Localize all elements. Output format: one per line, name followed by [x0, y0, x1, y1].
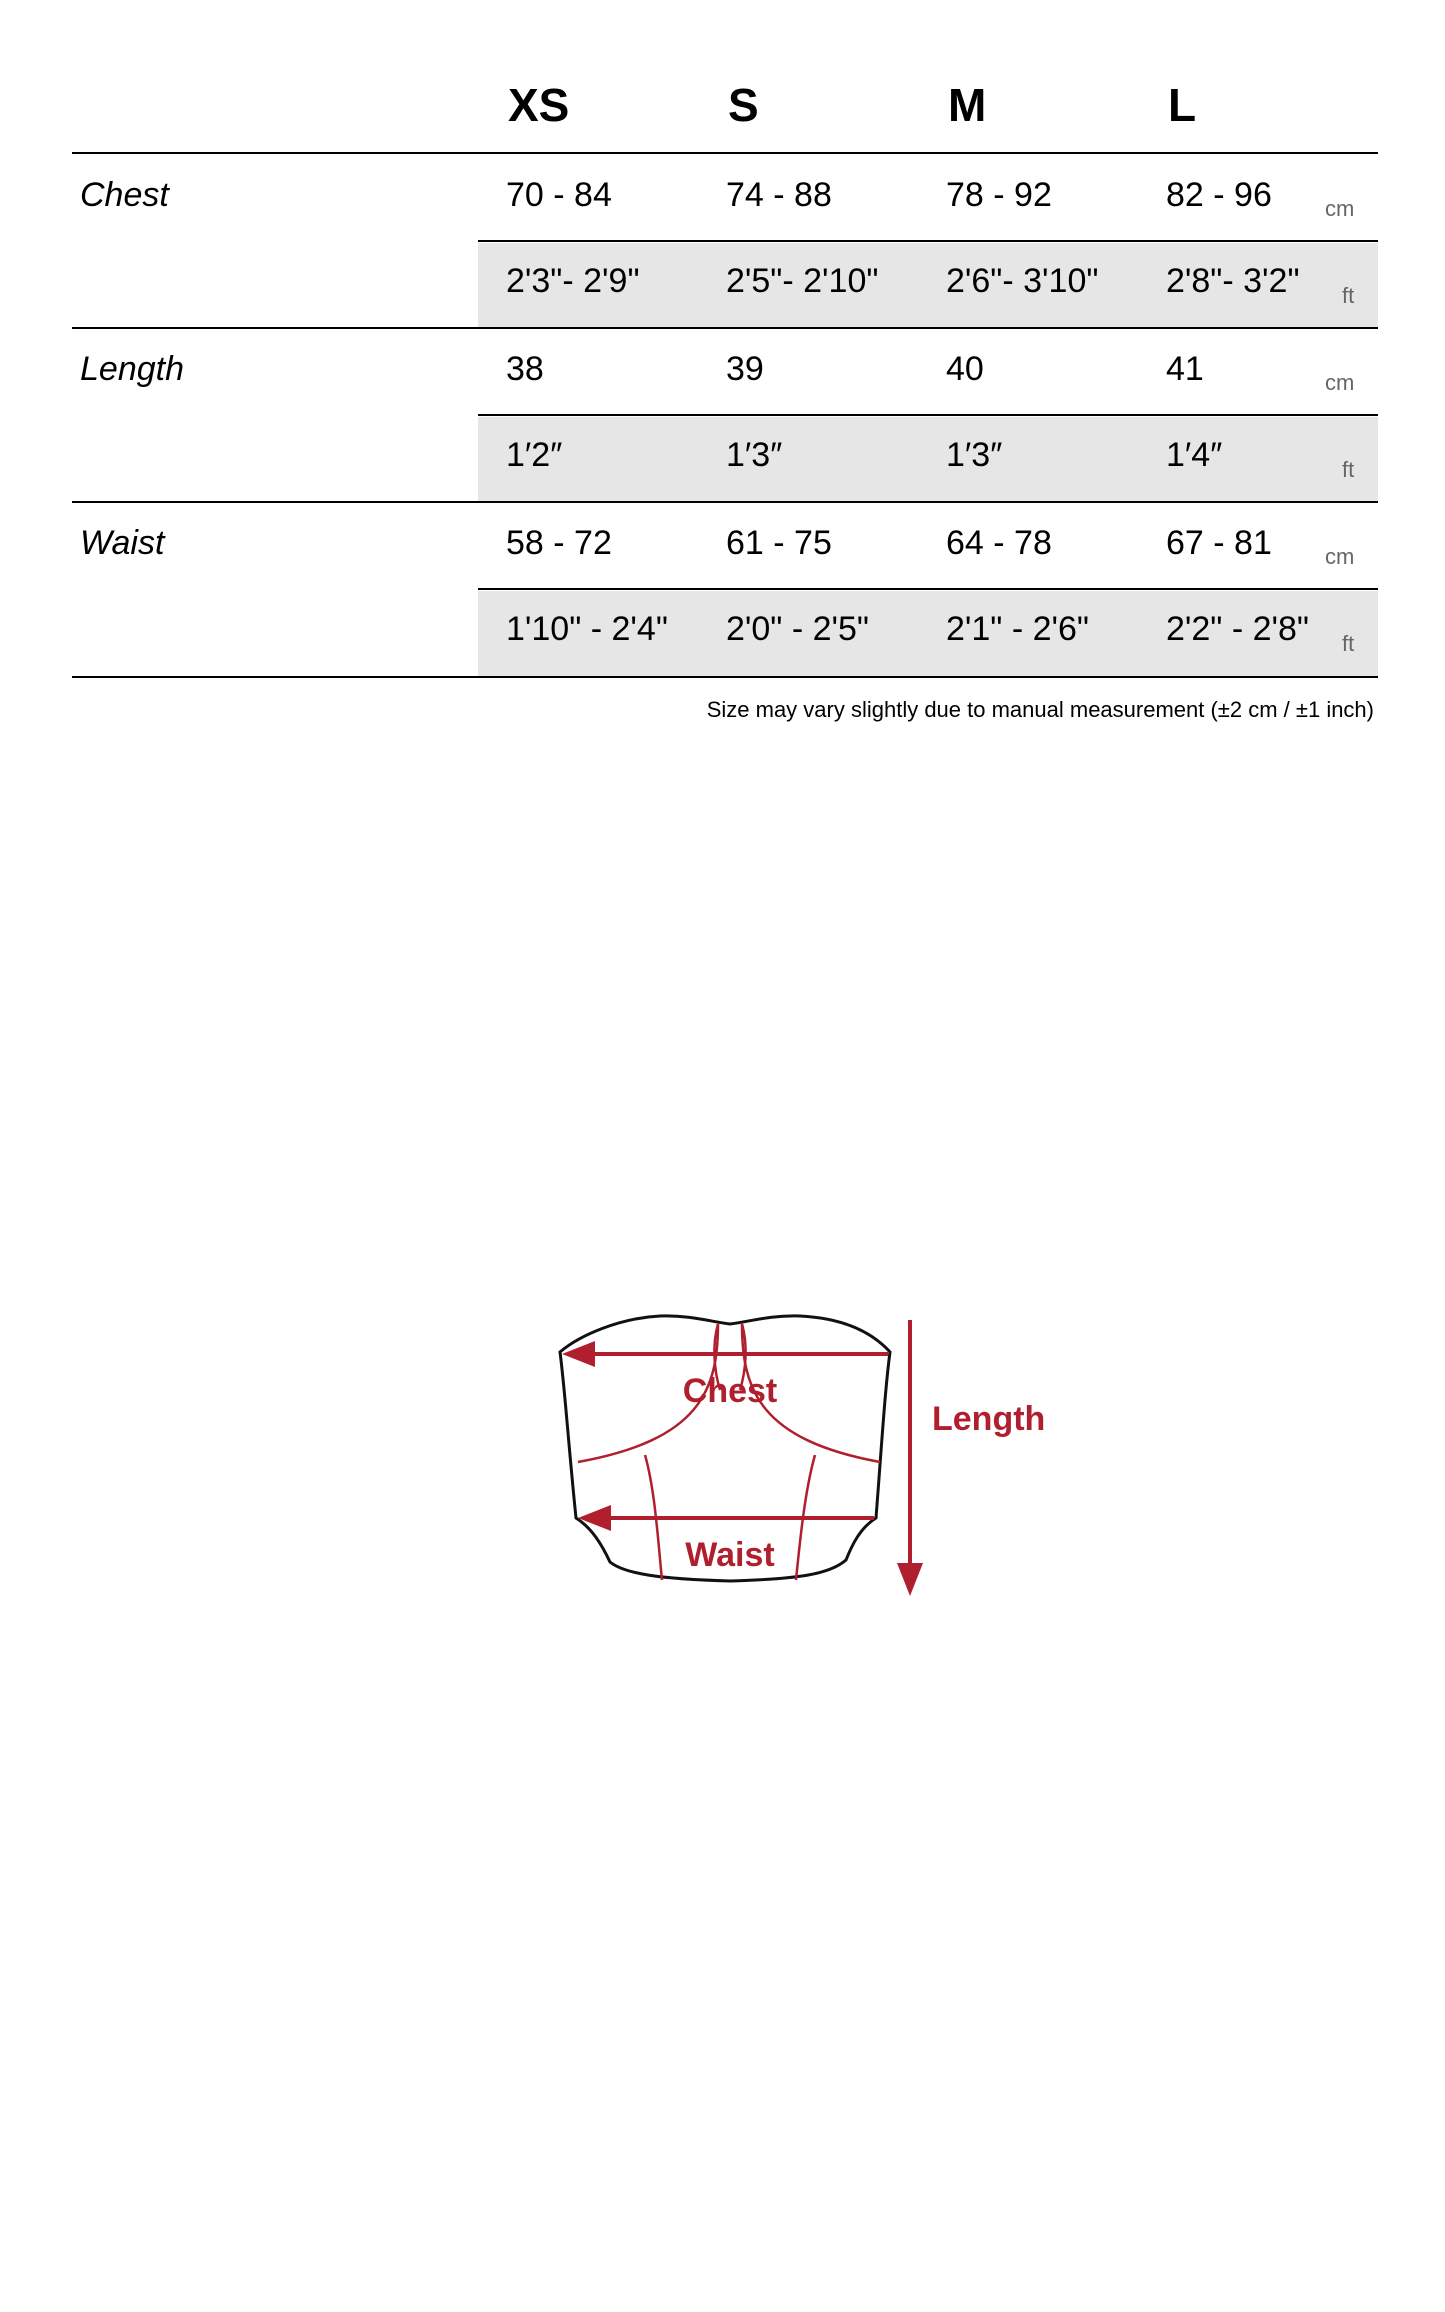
chest-ft-m: 2'6"- 3'10" [946, 262, 1099, 300]
chest-cm-l: 82 - 96 [1166, 176, 1272, 214]
waist-ft-s: 2'0" - 2'5" [726, 610, 869, 648]
table-divider [72, 152, 1378, 154]
waist-ft-m: 2'1" - 2'6" [946, 610, 1089, 648]
unit-ft: ft [1342, 631, 1355, 656]
unit-ft: ft [1342, 457, 1355, 482]
length-cm-s: 39 [726, 350, 764, 388]
size-header-s: S [728, 79, 759, 131]
row-divider [478, 588, 1378, 590]
chest-cm-m: 78 - 92 [946, 176, 1052, 214]
size-header-m: M [948, 79, 987, 131]
row-label-chest: Chest [80, 176, 169, 214]
table-divider [72, 501, 1378, 503]
garment-diagram [540, 1300, 1060, 1600]
table-divider [72, 327, 1378, 329]
unit-ft: ft [1342, 283, 1355, 308]
measurement-note: Size may vary slightly due to manual measurement (±2 cm / ±1 inch) [706, 697, 1374, 722]
size-header-xs: XS [508, 79, 570, 131]
chest-label: Chest [682, 1372, 778, 1410]
waist-ft-l: 2'2" - 2'8" [1166, 610, 1309, 648]
row-divider [478, 240, 1378, 242]
waist-cm-m: 64 - 78 [946, 524, 1052, 562]
length-arrow [897, 1320, 923, 1596]
row-label-waist: Waist [80, 524, 165, 562]
waist-ft-xs: 1'10" - 2'4" [506, 610, 668, 648]
length-ft-row-bg [478, 417, 1378, 502]
row-divider [478, 414, 1378, 416]
waist-label: Waist [685, 1536, 775, 1574]
length-cm-l: 41 [1166, 350, 1204, 388]
row-label-length: Length [80, 350, 184, 388]
chest-ft-s: 2'5"- 2'10" [726, 262, 879, 300]
length-ft-s: 1′3″ [726, 436, 783, 474]
length-cm-m: 40 [946, 350, 984, 388]
unit-cm: cm [1325, 370, 1355, 395]
unit-cm: cm [1325, 196, 1355, 221]
waist-cm-xs: 58 - 72 [506, 524, 612, 562]
waist-cm-l: 67 - 81 [1166, 524, 1272, 562]
length-cm-xs: 38 [506, 350, 544, 388]
length-ft-l: 1′4″ [1166, 436, 1223, 474]
length-ft-xs: 1′2″ [506, 436, 563, 474]
length-ft-m: 1′3″ [946, 436, 1003, 474]
unit-cm: cm [1325, 544, 1355, 569]
chest-ft-xs: 2'3"- 2'9" [506, 262, 640, 300]
size-header-l: L [1168, 79, 1197, 131]
chest-cm-s: 74 - 88 [726, 176, 832, 214]
waist-cm-s: 61 - 75 [726, 524, 832, 562]
length-label: Length [932, 1400, 1046, 1438]
chest-ft-l: 2'8"- 3'2" [1166, 262, 1300, 300]
table-divider [72, 676, 1378, 678]
chest-cm-xs: 70 - 84 [506, 176, 612, 214]
